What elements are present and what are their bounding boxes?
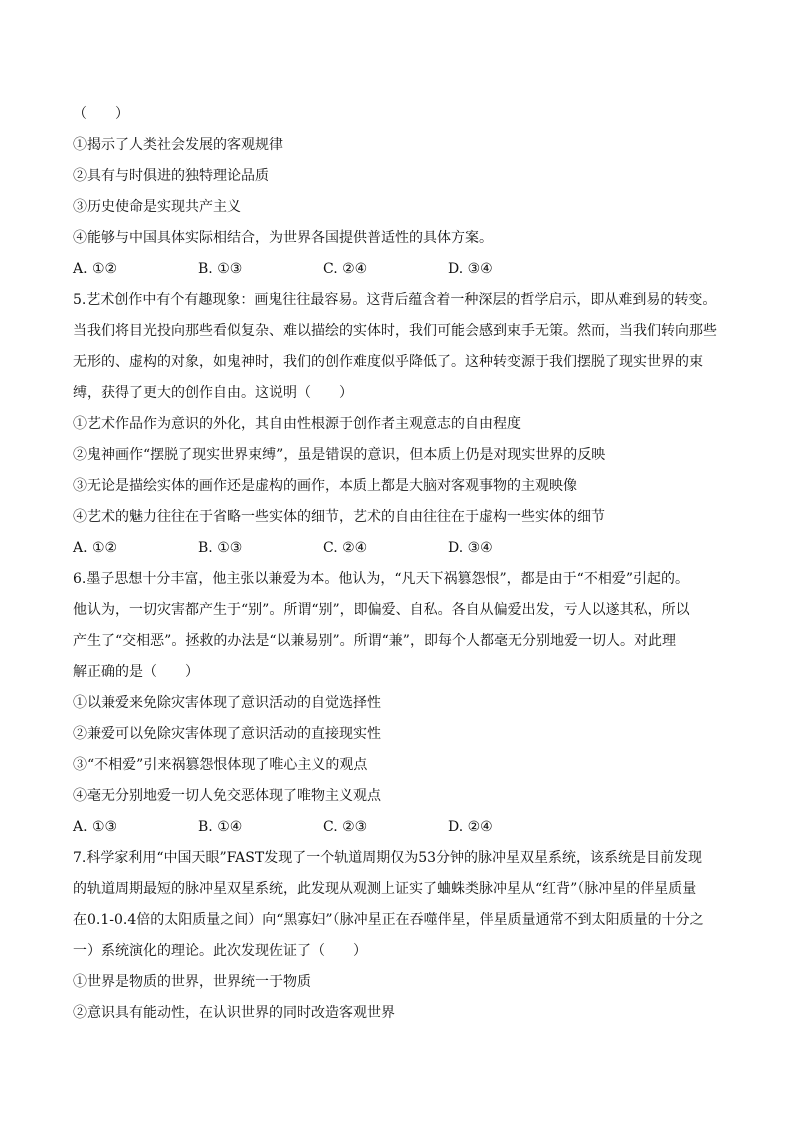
question-6-stem-line-2: 他认为，一切灾害都产生于“别”。所谓“别”，即偏爱、自私。各自从偏爱出发，亏人以遂其私，所以	[73, 602, 690, 618]
question-6-stem-line-4: 解正确的是（ ）	[73, 664, 199, 680]
question-6-choices	[73, 812, 723, 843]
question-6-stem-line-1: 6.墨子思想十分丰富，他主张以兼爱为本。他认为，“凡天下祸篡怨恨”，都是由于“不相爱”引起的。	[73, 571, 689, 587]
question-6-option-4: ④毫无分别地爱一切人免交恶体现了唯物主义观点	[73, 788, 381, 804]
question-5-option-1: ①艺术作品作为意识的外化，其自由性根源于创作者主观意志的自由程度	[73, 416, 521, 432]
question-6-choice-b: B. ①④	[198, 819, 243, 835]
question-5-choice-c: C. ②④	[323, 540, 368, 556]
question-4-choices	[73, 254, 723, 285]
question-5-stem-line-3: 无形的、虚构的对象，如鬼神时，我们的创作难度似乎降低了。这种转变源于我们摆脱了现实世界的束	[73, 354, 703, 370]
question-4-choice-a: A. ①②	[73, 261, 118, 277]
question-7-option-1: ①世界是物质的世界，世界统一于物质	[73, 974, 311, 990]
exam-page	[73, 99, 723, 1029]
question-6-choice-c: C. ②③	[323, 819, 368, 835]
question-5-choices	[73, 533, 723, 564]
question-6-option-1: ①以兼爱来免除灾害体现了意识活动的自觉选择性	[73, 695, 381, 711]
question-6-option-3: ③“不相爱”引来祸篡怨恨体现了唯心主义的观点	[73, 757, 368, 773]
question-7-stem-line-3: 在0.1-0.4倍的太阳质量之间）向“黑寡妇”（脉冲星正在吞噬伴星，伴星质量通常不到太阳质量的十分之	[73, 912, 704, 928]
question-6-stem-line-3: 产生了“交相恶”。拯救的办法是“以兼易别”。所谓“兼”，即每个人都毫无分别地爱一切人。对此理	[73, 633, 676, 649]
question-5-choice-b: B. ①③	[198, 540, 243, 556]
question-4-choice-c: C. ②④	[323, 261, 368, 277]
question-5-stem-line-1: 5.艺术创作中有个有趣现象：画鬼往往最容易。这背后蕴含着一种深层的哲学启示，即从难到易的转变。	[73, 292, 717, 308]
question-5-stem-line-4: 缚，获得了更大的创作自由。这说明（ ）	[73, 385, 353, 401]
question-6-choice-d: D. ②④	[448, 819, 493, 835]
question-5-stem-line-2: 当我们将目光投向那些看似复杂、难以描绘的实体时，我们可能会感到束手无策。然而，当我们转向那些	[73, 323, 717, 339]
question-4	[73, 99, 723, 285]
question-4-option-1: ①揭示了人类社会发展的客观规律	[73, 137, 283, 153]
question-6-option-2: ②兼爱可以免除灾害体现了意识活动的直接现实性	[73, 726, 381, 742]
question-4-option-3: ③历史使命是实现共产主义	[73, 199, 241, 215]
question-4-stem-end: （ ）	[73, 106, 129, 122]
question-5	[73, 285, 723, 564]
question-6	[73, 564, 723, 843]
question-5-option-4: ④艺术的魅力往往在于省略一些实体的细节，艺术的自由往往在于虚构一些实体的细节	[73, 509, 605, 525]
question-7	[73, 843, 723, 1029]
question-4-option-2: ②具有与时俱进的独特理论品质	[73, 168, 269, 184]
question-4-choice-b: B. ①③	[198, 261, 243, 277]
question-5-choice-a: A. ①②	[73, 540, 118, 556]
question-5-option-3: ③无论是描绘实体的画作还是虚构的画作，本质上都是大脑对客观事物的主观映像	[73, 478, 577, 494]
question-5-choice-d: D. ③④	[448, 540, 493, 556]
question-4-option-4: ④能够与中国具体实际相结合，为世界各国提供普适性的具体方案。	[73, 230, 493, 246]
question-6-choice-a: A. ①③	[73, 819, 118, 835]
question-7-stem-line-1: 7.科学家利用“中国天眼”FAST发现了一个轨道周期仅为53分钟的脉冲星双星系统，该系统是目前发现	[73, 850, 703, 866]
question-7-stem-line-4: 一）系统演化的理论。此次发现佐证了（ ）	[73, 943, 367, 959]
question-7-stem-line-2: 的轨道周期最短的脉冲星双星系统，此发现从观测上证实了蛐蛛类脉冲星从“红背”（脉冲星的伴星质量	[73, 881, 697, 897]
question-5-option-2: ②鬼神画作“摆脱了现实世界束缚”，虽是错误的意识，但本质上仍是对现实世界的反映	[73, 447, 606, 463]
question-4-choice-d: D. ③④	[448, 261, 493, 277]
question-7-option-2: ②意识具有能动性，在认识世界的同时改造客观世界	[73, 1005, 395, 1021]
